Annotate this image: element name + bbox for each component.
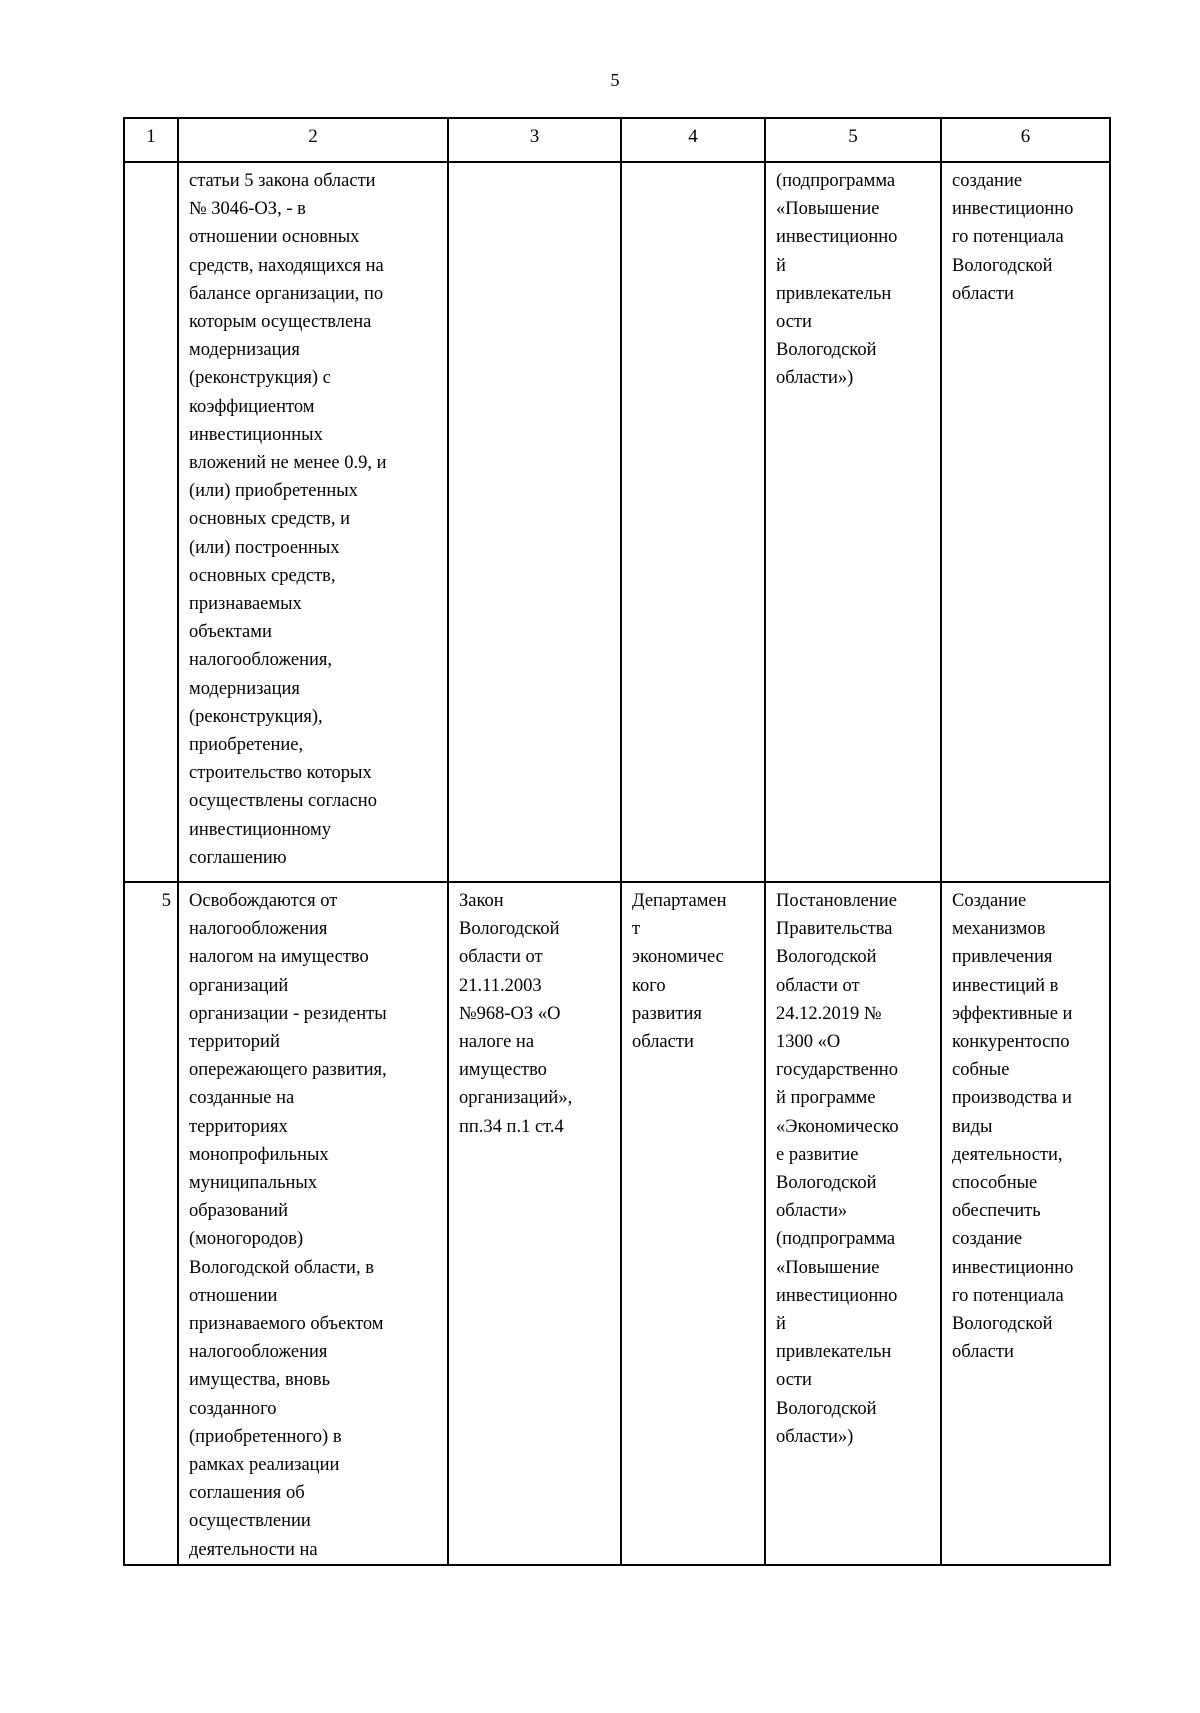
header-cell-2: 2 xyxy=(178,118,448,162)
legal-basis-cell: Закон Вологодской области от 21.11.2003 №968-ОЗ «О налоге на имущество организаций», пп.34 п.1 ст.4 xyxy=(448,882,621,1565)
page-number: 5 xyxy=(610,70,620,90)
header-cell-5: 5 xyxy=(765,118,941,162)
description-cell: статьи 5 закона области № 3046-ОЗ, - в отношении основных средств, находящихся на балансе организации, по которым осуществлена модернизация (реконструкция) с коэффициентом инвестиционных вложений не менее 0.9, и (или) приобретенных основных средств, и (или) построенных основных средств, признаваемых объектами налогообложения, модернизация (реконструкция), приобретение, строительство которых осуществлены согласно инвестиционному соглашению xyxy=(178,162,448,882)
program-cell: Постановление Правительства Вологодской области от 24.12.2019 № 1300 «О государственно й программе «Экономическо е развитие Вологодской области» (подпрограмма «Повышение инвестиционно й привлекательн ости Вологодской области») xyxy=(765,882,941,1565)
header-cell-4: 4 xyxy=(621,118,765,162)
program-cell: (подпрограмма «Повышение инвестиционно й привлекательн ости Вологодской области») xyxy=(765,162,941,882)
department-cell: Департамен т экономичес кого развития области xyxy=(621,882,765,1565)
header-cell-3: 3 xyxy=(448,118,621,162)
table-row xyxy=(124,162,1110,882)
legal-basis-cell xyxy=(448,162,621,882)
department-cell xyxy=(621,162,765,882)
description-cell: Освобождаются от налогообложения налогом на имущество организаций организации - резиденты территорий опережающего развития, созданные на территориях монопрофильных муниципальных образований (моногородов) Вологодской области, в отношении признаваемого объектом налогообложения имущества, вновь созданного (приобретенного) в рамках реализации соглашения об осуществлении деятельности на xyxy=(178,882,448,1565)
header-cell-1: 1 xyxy=(124,118,178,162)
goal-cell: создание инвестиционно го потенциала Вологодской области xyxy=(941,162,1110,882)
table-row xyxy=(124,882,1110,1565)
document-table xyxy=(123,117,1111,1566)
table-header-row xyxy=(124,118,1110,162)
row-number-cell xyxy=(124,162,178,882)
header-cell-6: 6 xyxy=(941,118,1110,162)
row-number-cell: 5 xyxy=(124,882,178,1565)
goal-cell: Создание механизмов привлечения инвестиций в эффективные и конкурентоспо собные производства и виды деятельности, способные обеспечить создание инвестиционно го потенциала Вологодской области xyxy=(941,882,1110,1565)
